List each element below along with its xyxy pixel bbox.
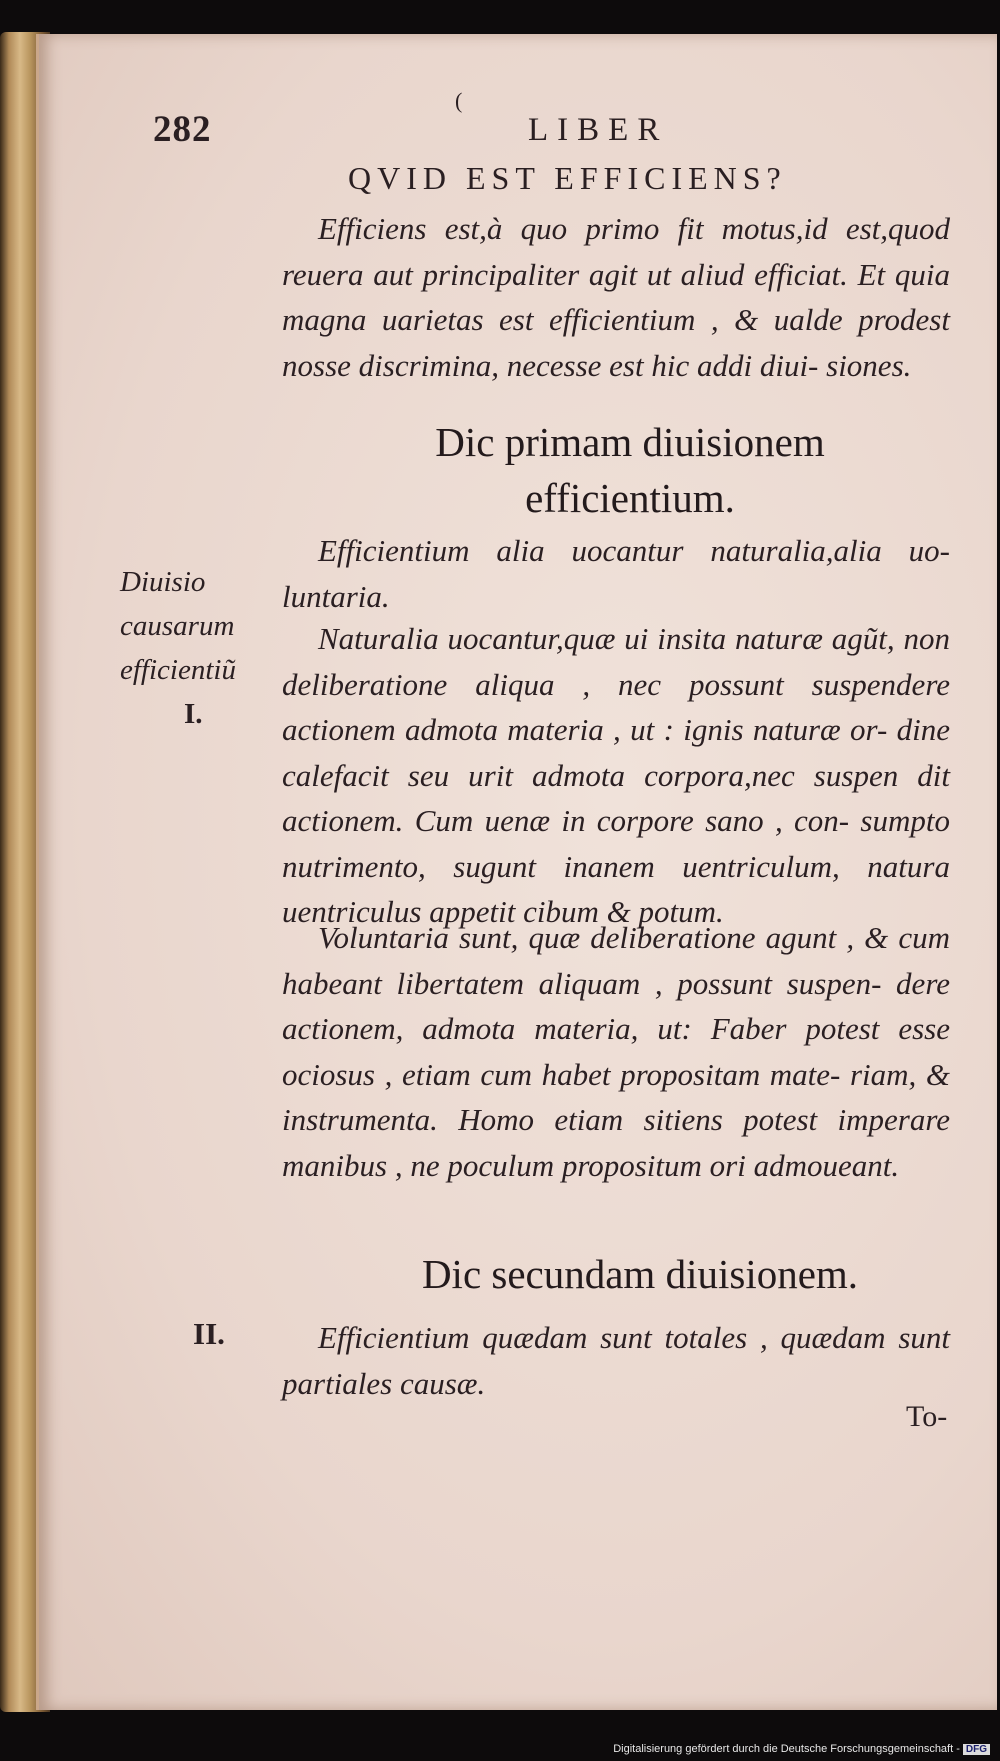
page-number: 282 <box>153 109 212 150</box>
paragraph-naturalia <box>282 616 950 935</box>
paragraph-text: Voluntaria sunt, quæ deliberatione agunt , & cum habeant libertatem aliquam , possunt suspen- dere actionem, admota materia, ut: Faber potest esse ociosus , etiam cum habet propositam mate- riam, & instrumenta. Homo etiam sitiens potest imperare manibus , ne poculum propositum ori admoueant. <box>282 920 950 1183</box>
margin-note-text: Diuisio causarum efficientiũ <box>120 566 236 686</box>
section-heading-second-division: Dic secundam diuisionem. <box>421 1251 859 1297</box>
paragraph-voluntaria <box>282 915 950 1188</box>
section-heading-first-division: Dic primam diuisionem efficientium. <box>435 419 825 521</box>
ink-mark: ( <box>455 88 463 113</box>
footer-text: Digitalisierung gefördert durch die Deutsche Forschungsgemeinschaft - <box>613 1743 960 1755</box>
paragraph-text: Efficientium quædam sunt totales , quædam sunt partiales causæ. <box>282 1320 950 1401</box>
margin-note-number: I. <box>184 698 203 730</box>
paragraph-text: Naturalia uocantur,quæ ui insita naturæ agũt, non deliberatione aliqua , nec possunt suspendere actionem admota materia , ut : ignis naturæ or- dine calefacit seu urit admota corpora,nec suspen dit actionem. Cum uenæ in corpore sano , con- sumpto nutrimento, sugunt inanem uentriculum, natura uentriculus appetit cibum & potum. <box>282 621 950 929</box>
dfg-logo: DFG <box>963 1744 990 1755</box>
paragraph-totales <box>282 1315 950 1406</box>
catchword: To- <box>906 1400 948 1433</box>
margin-note-division <box>120 560 270 736</box>
paragraph-definition <box>282 206 950 388</box>
paragraph-text: Efficientium alia uocantur naturalia,alia uo- luntaria. <box>282 533 950 614</box>
margin-note-two: II. <box>193 1316 225 1351</box>
paragraph-text: Efficiens est,à quo primo fit motus,id est,quod reuera aut principaliter agit ut aliud efficiat. Et quia magna uarietas est efficientium , & ualde prodest nosse discrimina, necesse est hic addi diui- siones. <box>282 211 950 383</box>
paragraph-efficientium <box>282 528 950 619</box>
question-heading: QVID EST EFFICIENS? <box>348 160 787 196</box>
running-title: LIBER <box>528 112 669 148</box>
digitization-footer <box>613 1743 990 1755</box>
